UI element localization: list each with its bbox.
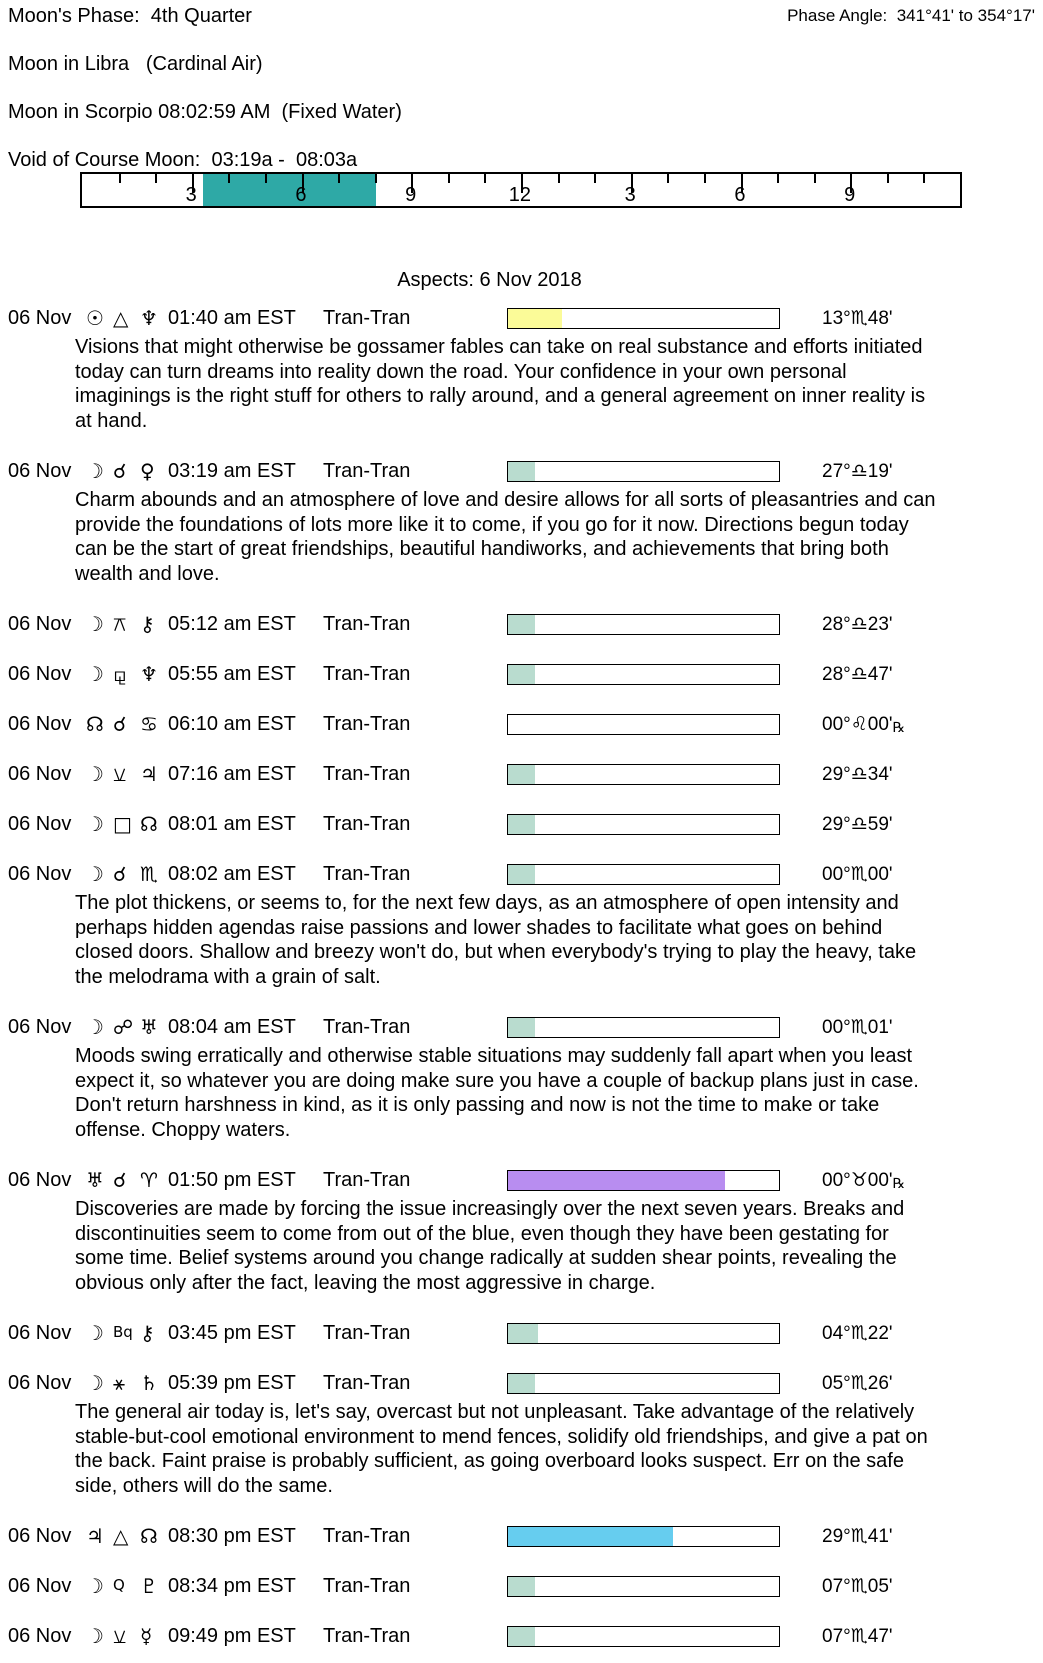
aspect-position: 29°♎34'	[822, 763, 893, 785]
aspect-line	[8, 611, 1043, 637]
aspect-progress-bar	[507, 764, 780, 785]
aspect-progress-fill	[508, 1171, 725, 1190]
aspect-line	[8, 1014, 1043, 1040]
neptune-glyph: ♆	[140, 662, 158, 686]
aspect-time: 08:30 pm EST	[168, 1524, 296, 1547]
moons-phase-line: Moon's Phase: 4th Quarter	[8, 5, 252, 27]
aries-glyph: ♈	[140, 1168, 158, 1192]
moon-glyph: ☽	[86, 762, 104, 786]
aspect-line	[8, 1320, 1043, 1346]
aspect-date: 06 Nov	[8, 306, 72, 329]
aspect-progress-fill	[508, 665, 535, 684]
aspect-glyphs	[86, 612, 168, 636]
aspect-type: Tran-Tran	[323, 612, 411, 635]
aspect-line	[8, 1573, 1043, 1599]
aspect-glyphs	[86, 1015, 168, 1039]
aspect-time: 08:01 am EST	[168, 812, 296, 835]
saturn-glyph: ♄	[140, 1371, 158, 1395]
hour-tick	[923, 174, 925, 183]
north-node-glyph: ☊	[86, 712, 104, 736]
aspect-line	[8, 811, 1043, 837]
aspect-row	[8, 611, 1043, 637]
hour-tick	[448, 174, 450, 183]
aspect-glyphs	[86, 1524, 168, 1548]
aspect-progress-bar	[507, 614, 780, 635]
moon-glyph: ☽	[86, 862, 104, 886]
moon-glyph: ☽	[86, 1321, 104, 1345]
hour-tick	[594, 174, 596, 183]
aspect-progress-bar	[507, 1373, 780, 1394]
aspect-description: The general air today is, let's say, overcast but not unpleasant. Take advantage of the relatively stable-but-cool emotional environment to mend fences, solidify old friendships, and give a pat on the back. Faint praise is probably sufficient, as going overboard looks suspect. Err on the safe side, others will do the same.	[75, 1401, 928, 1497]
aspect-time: 05:39 pm EST	[168, 1371, 296, 1394]
aspect-line	[8, 458, 1043, 484]
trine-glyph: △	[113, 1524, 129, 1548]
hour-tick	[484, 174, 486, 183]
sun-glyph: ☉	[86, 306, 104, 330]
hour-tick	[558, 174, 560, 183]
aspect-row	[8, 1370, 1043, 1498]
aspect-type: Tran-Tran	[323, 1168, 411, 1191]
aspect-progress-fill	[508, 865, 535, 884]
aspect-type: Tran-Tran	[323, 1321, 411, 1344]
moon-glyph: ☽	[86, 1371, 104, 1395]
aspect-position: 04°♏22'	[822, 1322, 893, 1344]
aspect-row	[8, 811, 1043, 837]
aspect-line	[8, 305, 1043, 331]
aspect-glyphs	[86, 1321, 168, 1345]
square-glyph: □	[113, 812, 132, 836]
moon-glyph: ☽	[86, 459, 104, 483]
aspect-glyphs	[86, 812, 168, 836]
aspect-progress-bar	[507, 1170, 780, 1191]
aspect-type: Tran-Tran	[323, 459, 411, 482]
sextile-glyph: ⚹	[113, 1371, 125, 1395]
hour-tick	[704, 174, 706, 183]
aspect-position: 00°♏00'	[822, 863, 893, 885]
hour-tick	[777, 174, 779, 183]
aspect-description: Charm abounds and an atmosphere of love and desire allows for all sorts of pleasantries and can provide the foundations of lots more like it to come, if you go for it now. Directions begun today can be the start of great friendships, beautiful handiworks, and achievements that bring both wealth and love.	[75, 489, 936, 585]
conjunction-glyph: ☌	[113, 459, 127, 483]
aspect-glyphs	[86, 662, 168, 686]
aspect-row	[8, 761, 1043, 787]
hour-tick	[667, 174, 669, 183]
moon-glyph: ☽	[86, 1574, 104, 1598]
semisextile-glyph: ⚺	[113, 1624, 127, 1648]
aspect-date: 06 Nov	[8, 1321, 72, 1344]
aspect-type: Tran-Tran	[323, 1624, 411, 1647]
moon-glyph: ☽	[86, 1015, 104, 1039]
aspect-position: 07°♏05'	[822, 1575, 893, 1597]
aspect-type: Tran-Tran	[323, 712, 411, 735]
retrograde-symbol: ℞	[892, 1174, 906, 1191]
biquintile-glyph: Bq	[113, 1323, 133, 1341]
aspect-time: 08:02 am EST	[168, 862, 296, 885]
aspect-progress-bar	[507, 308, 780, 329]
aspect-date: 06 Nov	[8, 1168, 72, 1191]
aspect-date: 06 Nov	[8, 812, 72, 835]
aspect-position: 00°♉00'℞	[822, 1169, 906, 1191]
aspect-type: Tran-Tran	[323, 306, 411, 329]
aspect-position: 07°♏47'	[822, 1625, 893, 1647]
aspect-position: 28°♎47'	[822, 663, 893, 685]
moon-sign-line-2: Moon in Scorpio 08:02:59 AM (Fixed Water)	[8, 101, 402, 123]
hour-tick	[375, 174, 377, 183]
uranus-glyph: ♅	[86, 1168, 104, 1192]
aspect-date: 06 Nov	[8, 612, 72, 635]
aspect-progress-bar	[507, 664, 780, 685]
aspect-time: 01:50 pm EST	[168, 1168, 296, 1191]
aspect-progress-fill	[508, 462, 535, 481]
aspect-progress-bar	[507, 1526, 780, 1547]
aspect-date: 06 Nov	[8, 459, 72, 482]
moon-glyph: ☽	[86, 1624, 104, 1648]
aspect-line	[8, 1370, 1043, 1396]
neptune-glyph: ♆	[140, 306, 158, 330]
jupiter-glyph: ♃	[140, 762, 158, 786]
aspect-progress-fill	[508, 309, 562, 328]
aspect-glyphs	[86, 1168, 168, 1192]
aspect-time: 03:45 pm EST	[168, 1321, 296, 1344]
aspect-position: 27°♎19'	[822, 460, 893, 482]
phase-angle-line: Phase Angle: 341°41' to 354°17'	[787, 6, 1035, 25]
hour-label: 9	[405, 184, 417, 206]
aspect-time: 07:16 am EST	[168, 762, 296, 785]
aspect-position: 00°♌00'℞	[822, 713, 906, 735]
aspect-time: 05:12 am EST	[168, 612, 296, 635]
conjunction-glyph: ☌	[113, 1168, 127, 1192]
aspect-type: Tran-Tran	[323, 762, 411, 785]
hour-tick	[228, 174, 230, 183]
aspect-glyphs	[86, 862, 168, 886]
venus-glyph: ♀	[140, 459, 155, 483]
moon-glyph: ☽	[86, 662, 104, 686]
jupiter-glyph: ♃	[86, 1524, 104, 1548]
semisextile-glyph: ⚺	[113, 762, 127, 786]
aspect-glyphs	[86, 1371, 168, 1395]
aspect-line	[8, 761, 1043, 787]
aspect-date: 06 Nov	[8, 1015, 72, 1038]
aspect-row	[8, 1167, 1043, 1295]
aspect-description: Moods swing erratically and otherwise stable situations may suddenly fall apart when you least expect it, so whatever you are doing make sure you have a couple of backup plans just in case. Don't return harshness in kind, as it is only passing and now is not the time to make or take offense. Choppy waters.	[75, 1045, 919, 1141]
moon-sign-line-1: Moon in Libra (Cardinal Air)	[8, 53, 263, 75]
aspect-row	[8, 1573, 1043, 1599]
aspect-progress-fill	[508, 1627, 535, 1646]
aspect-line	[8, 1167, 1043, 1193]
aspect-line	[8, 711, 1043, 737]
aspect-line	[8, 661, 1043, 687]
aspect-progress-bar	[507, 714, 780, 735]
aspect-progress-fill	[508, 1527, 673, 1546]
hour-tick	[887, 174, 889, 183]
aspect-progress-bar	[507, 814, 780, 835]
aspect-date: 06 Nov	[8, 662, 72, 685]
aspect-row	[8, 1523, 1043, 1549]
mercury-glyph: ☿	[140, 1624, 153, 1648]
aspect-position: 29°♏41'	[822, 1525, 893, 1547]
aspect-type: Tran-Tran	[323, 1371, 411, 1394]
hour-label: 9	[844, 184, 856, 206]
north-node-glyph: ☊	[140, 812, 158, 836]
conjunction-glyph: ☌	[113, 712, 127, 736]
aspect-row	[8, 861, 1043, 989]
cancer-glyph: ♋	[140, 712, 158, 736]
aspect-row	[8, 305, 1043, 433]
aspect-row	[8, 1014, 1043, 1142]
pluto-glyph: ♇	[140, 1574, 158, 1598]
aspect-date: 06 Nov	[8, 1574, 72, 1597]
aspect-time: 01:40 am EST	[168, 306, 296, 329]
aspect-date: 06 Nov	[8, 712, 72, 735]
chiron-glyph: ⚷	[140, 612, 155, 636]
aspect-progress-bar	[507, 1626, 780, 1647]
aspect-type: Tran-Tran	[323, 862, 411, 885]
aspect-glyphs	[86, 459, 168, 483]
quintile-glyph: Q	[113, 1576, 125, 1594]
hour-label: 6	[734, 184, 746, 206]
aspect-line	[8, 861, 1043, 887]
aspect-progress-fill	[508, 1018, 535, 1037]
aspect-progress-fill	[508, 1374, 535, 1393]
aspects-list	[8, 305, 1043, 1649]
retrograde-symbol: ℞	[892, 718, 906, 735]
aspect-glyphs	[86, 762, 168, 786]
aspect-date: 06 Nov	[8, 762, 72, 785]
aspect-glyphs	[86, 712, 168, 736]
moon-glyph: ☽	[86, 812, 104, 836]
north-node-glyph: ☊	[140, 1524, 158, 1548]
void-of-course-line: Void of Course Moon: 03:19a - 08:03a	[8, 149, 358, 171]
aspect-progress-fill	[508, 765, 535, 784]
aspect-position: 13°♏48'	[822, 307, 893, 329]
aspect-position: 00°♏01'	[822, 1016, 893, 1038]
aspect-glyphs	[86, 306, 168, 330]
hour-tick	[265, 174, 267, 183]
hour-tick	[119, 174, 121, 183]
aspect-progress-fill	[508, 615, 535, 634]
timeline-bar	[80, 172, 962, 208]
aspect-glyphs	[86, 1624, 168, 1648]
aspect-time: 09:49 pm EST	[168, 1624, 296, 1647]
aspect-position: 29°♎59'	[822, 813, 893, 835]
aspect-type: Tran-Tran	[323, 662, 411, 685]
hour-label: 12	[508, 184, 532, 206]
conjunction-glyph: ☌	[113, 862, 127, 886]
aspect-time: 05:55 am EST	[168, 662, 296, 685]
aspect-line	[8, 1523, 1043, 1549]
aspect-progress-fill	[508, 815, 535, 834]
opposition-glyph: ☍	[113, 1015, 134, 1039]
aspect-type: Tran-Tran	[323, 1015, 411, 1038]
aspect-glyphs	[86, 1574, 168, 1598]
hour-tick	[155, 174, 157, 183]
aspect-date: 06 Nov	[8, 1624, 72, 1647]
aspect-line	[8, 1623, 1043, 1649]
aspect-time: 06:10 am EST	[168, 712, 296, 735]
aspect-type: Tran-Tran	[323, 1524, 411, 1547]
trine-glyph: △	[113, 306, 129, 330]
scorpio-glyph: ♏	[140, 862, 158, 886]
aspect-progress-bar	[507, 1576, 780, 1597]
aspects-title: Aspects: 6 Nov 2018	[397, 269, 582, 291]
aspect-position: 28°♎23'	[822, 613, 893, 635]
uranus-glyph: ♅	[140, 1015, 158, 1039]
sesquiquadrate-glyph: ⚼	[113, 662, 127, 686]
aspect-row	[8, 1623, 1043, 1649]
aspect-progress-bar	[507, 1323, 780, 1344]
aspect-description: Visions that might otherwise be gossamer fables can take on real substance and efforts initiated today can turn dreams into reality down the road. Your confidence in your own personal imaginings is the right stuff for others to rally around, and a general agreement on inner reality is at hand.	[75, 336, 926, 432]
aspect-description: Discoveries are made by forcing the issue increasingly over the next seven years. Breaks and discontinuities seem to come from out of the blue, even though they have been gestating for some time. Belief systems around you change radically at sudden shear points, revealing the obvious only after the fact, leaving the most aggressive in charge.	[75, 1198, 905, 1294]
hour-tick	[338, 174, 340, 183]
hour-label: 3	[185, 184, 197, 206]
aspect-row	[8, 661, 1043, 687]
aspect-date: 06 Nov	[8, 862, 72, 885]
aspect-row	[8, 711, 1043, 737]
hour-label: 6	[295, 184, 307, 206]
aspect-type: Tran-Tran	[323, 812, 411, 835]
aspect-description: The plot thickens, or seems to, for the next few days, as an atmosphere of open intensity and perhaps hidden agendas raise passions and lower shades to facilitate what goes on behind closed doors. Shallow and breezy won't do, but when everybody's trying to play the heavy, take the melodrama with a grain of salt.	[75, 892, 917, 988]
aspect-time: 08:34 pm EST	[168, 1574, 296, 1597]
aspect-progress-bar	[507, 461, 780, 482]
quincunx-glyph: ⚻	[113, 612, 127, 636]
moon-glyph: ☽	[86, 612, 104, 636]
aspect-progress-fill	[508, 1577, 535, 1596]
aspect-date: 06 Nov	[8, 1524, 72, 1547]
aspect-progress-bar	[507, 864, 780, 885]
aspect-row	[8, 1320, 1043, 1346]
aspect-type: Tran-Tran	[323, 1574, 411, 1597]
aspect-progress-bar	[507, 1017, 780, 1038]
aspect-position: 05°♏26'	[822, 1372, 893, 1394]
chiron-glyph: ⚷	[140, 1321, 155, 1345]
aspect-row	[8, 458, 1043, 586]
aspect-time: 08:04 am EST	[168, 1015, 296, 1038]
hour-label: 3	[624, 184, 636, 206]
aspect-progress-fill	[508, 1324, 538, 1343]
aspect-date: 06 Nov	[8, 1371, 72, 1394]
hour-tick	[814, 174, 816, 183]
aspect-time: 03:19 am EST	[168, 459, 296, 482]
